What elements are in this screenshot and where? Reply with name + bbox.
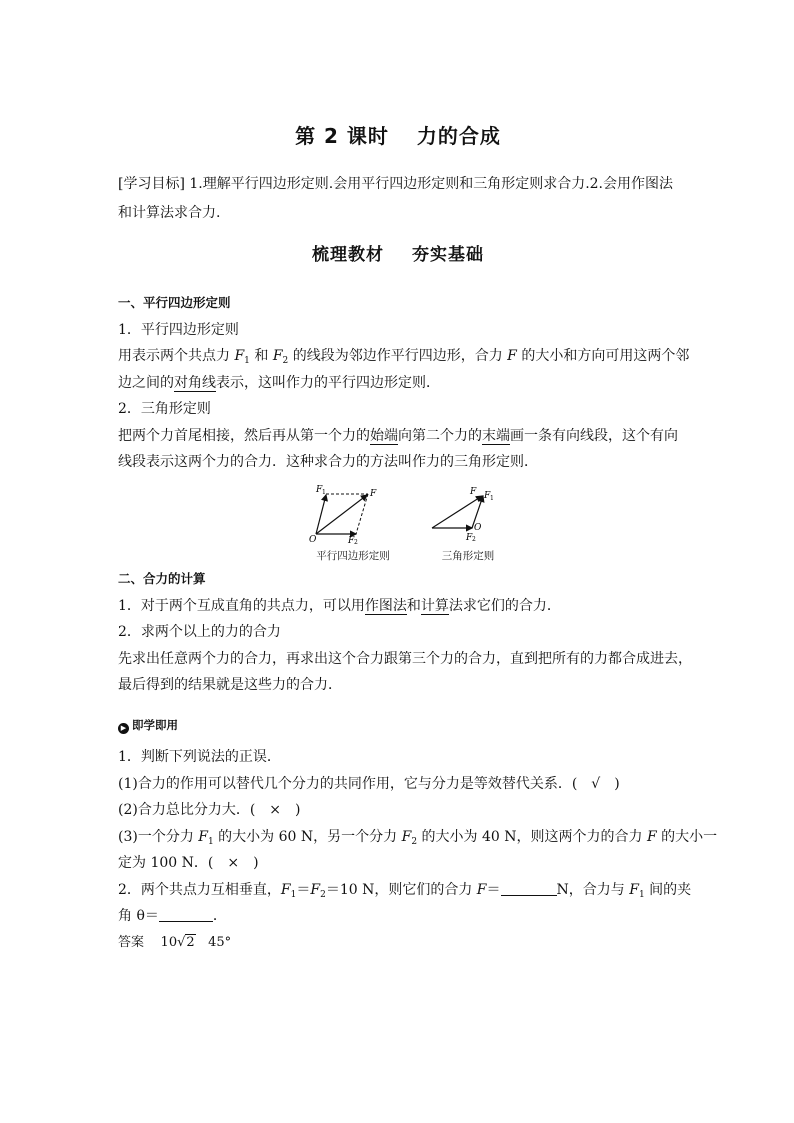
text-span: 角 θ＝ [118, 908, 159, 924]
sub-2: 2 [320, 889, 326, 900]
triangle-figure [428, 480, 508, 544]
question-1-2: (2)合力总比分力大．( × ) [118, 802, 301, 818]
sub-1: 1 [208, 836, 214, 847]
triangle-caption: 三角形定则 [441, 550, 495, 562]
question-2-cont [118, 903, 678, 930]
lesson-topic: 力的合成 [416, 124, 501, 148]
underlined-answer: 计算 [420, 597, 449, 614]
label-f1-sub: 1 [490, 495, 494, 502]
section-parallelogram-rule [118, 290, 690, 476]
paragraph-line: 先求出任意两个力的合力，再求出这个合力跟第三个力的合力，直到把所有的力都合成进去， [118, 650, 692, 667]
text-span: 的大小为 60 N，另一个分力 [213, 828, 402, 845]
heading-calculation: 二、合力的计算 [118, 571, 206, 586]
learning-objectives [118, 170, 678, 228]
text-span: ＝ [296, 881, 311, 898]
var-f1: F [234, 348, 245, 364]
section-title-part1: 梳理教材 [312, 245, 384, 265]
text-span: N，合力与 [556, 881, 630, 898]
practice-tag [118, 712, 678, 739]
underlined-answer: 始端 [370, 427, 398, 444]
text-span: 的大小一 [656, 828, 718, 845]
answer-tag: 答案 [118, 934, 145, 950]
question-1-3-cont: 定为 100 N．( × ) [118, 855, 259, 871]
text-span: ＝ [486, 881, 501, 898]
play-icon: ▶ [118, 723, 129, 734]
section-resultant-calculation [118, 566, 692, 699]
text-span: 边之间的 [118, 374, 174, 391]
section-title-part2: 夯实基础 [412, 245, 484, 265]
question-1: 1．判断下列说法的正误． [118, 749, 281, 765]
sub-1: 1 [290, 889, 297, 900]
underlined-answer: 对角线 [174, 374, 216, 391]
text-span: ＝10 N，则它们的合力 [325, 881, 477, 898]
triangle-diagram [428, 480, 508, 563]
paragraph-line [118, 343, 690, 370]
underlined-answer: 作图法 [364, 597, 407, 614]
objectives-tag: [学习目标] [118, 176, 185, 192]
underlined-answer: 末端 [482, 427, 510, 444]
subheading-multiple-forces: 2．求两个以上的力的合力 [118, 624, 281, 640]
sub-1: 1 [244, 356, 250, 366]
objectives-text: 1.理解平行四边形定则.会用平行四边形定则和三角形定则求合力.2.会用作图法和计算法求合力. [118, 176, 674, 221]
var-f: F [476, 881, 487, 898]
subheading-parallelogram: 1．平行四边形定则 [118, 321, 239, 338]
text-span: 的线段为邻边作平行四边形，合力 [288, 348, 508, 364]
parallelogram-caption: 平行四边形定则 [316, 550, 390, 562]
page-title [118, 120, 678, 149]
heading-parallelogram: 一、平行四边形定则 [118, 295, 231, 310]
var-f: F [646, 828, 657, 845]
sub-2: 2 [411, 836, 418, 847]
text-span: 画一条有向线段，这个有向 [510, 427, 678, 444]
var-f2: F [272, 348, 283, 364]
text-span: ． [212, 908, 227, 924]
subheading-triangle: 2．三角形定则 [118, 401, 211, 417]
answer-2: 45° [208, 934, 232, 950]
paragraph-line [118, 593, 678, 620]
sub-2: 2 [282, 356, 289, 366]
section-title [118, 240, 678, 265]
var-f1: F [198, 828, 208, 845]
text-span: 和 [249, 348, 273, 364]
label-f1: F [484, 491, 491, 501]
label-f1: F [316, 485, 323, 495]
paragraph-line: 最后得到的结果就是这些力的合力． [118, 677, 342, 693]
practice-section [118, 712, 678, 739]
practice-questions [118, 744, 718, 956]
var-f1: F [629, 881, 639, 898]
text-span: 把两个力首尾相接，然后再从第一个力的 [118, 427, 370, 444]
text-span: 向第二个力的 [398, 427, 482, 444]
label-o: O [309, 535, 317, 544]
text-span: (3)一个分力 [118, 828, 199, 845]
question-2 [118, 877, 692, 904]
label-f2-sub: 2 [472, 536, 476, 543]
text-span: 2．两个共点力互相垂直， [118, 881, 281, 898]
text-span: 表示，这叫作力的平行四边形定则． [216, 374, 440, 391]
text-span: 和 [406, 597, 421, 614]
label-f2: F [466, 533, 473, 543]
answer-blank-2[interactable] [159, 907, 213, 922]
parallelogram-figure [308, 480, 398, 544]
var-f1: F [280, 881, 291, 898]
paragraph-line [118, 370, 678, 397]
var-f2: F [310, 881, 321, 898]
practice-tag-label: 即学即用 [132, 718, 178, 732]
text-span: 用表示两个共点力 [118, 348, 235, 364]
answer-line [118, 930, 678, 957]
paragraph-line: 线段表示这两个力的合力．这种求合力的方法叫作力的三角形定则． [118, 454, 538, 470]
label-f: F [370, 489, 377, 499]
paragraph-line [118, 423, 678, 450]
var-f2: F [401, 828, 412, 845]
text-span: 的大小和方向可用这两个邻 [516, 348, 690, 364]
parallelogram-diagram [308, 480, 398, 563]
lesson-number: 第 2 课时 [295, 124, 389, 148]
answer-blank-1[interactable] [501, 881, 557, 896]
label-f2: F [348, 536, 355, 544]
label-o: O [474, 523, 482, 533]
question-1-3 [118, 824, 718, 851]
label-f2-sub: 2 [354, 539, 358, 544]
answer-1-root: 2 [186, 934, 195, 950]
text-span: 间的夹 [644, 881, 692, 898]
label-f: F [470, 487, 477, 497]
text-span: 法求它们的合力． [448, 597, 561, 614]
sub-1: 1 [638, 889, 645, 900]
label-f1-sub: 1 [322, 489, 326, 496]
vector-resultant [316, 495, 367, 534]
question-1-1: (1)合力的作用可以替代几个分力的共同作用，它与分力是等效替代关系．( √ ) [118, 775, 620, 792]
answer-1-coef: 10 [160, 934, 178, 950]
sqrt-icon: √ [177, 934, 186, 950]
var-f: F [507, 348, 517, 364]
text-span: 1．对于两个互成直角的共点力，可以用 [118, 597, 365, 614]
text-span: 的大小为 40 N，则这两个力的合力 [417, 828, 647, 845]
